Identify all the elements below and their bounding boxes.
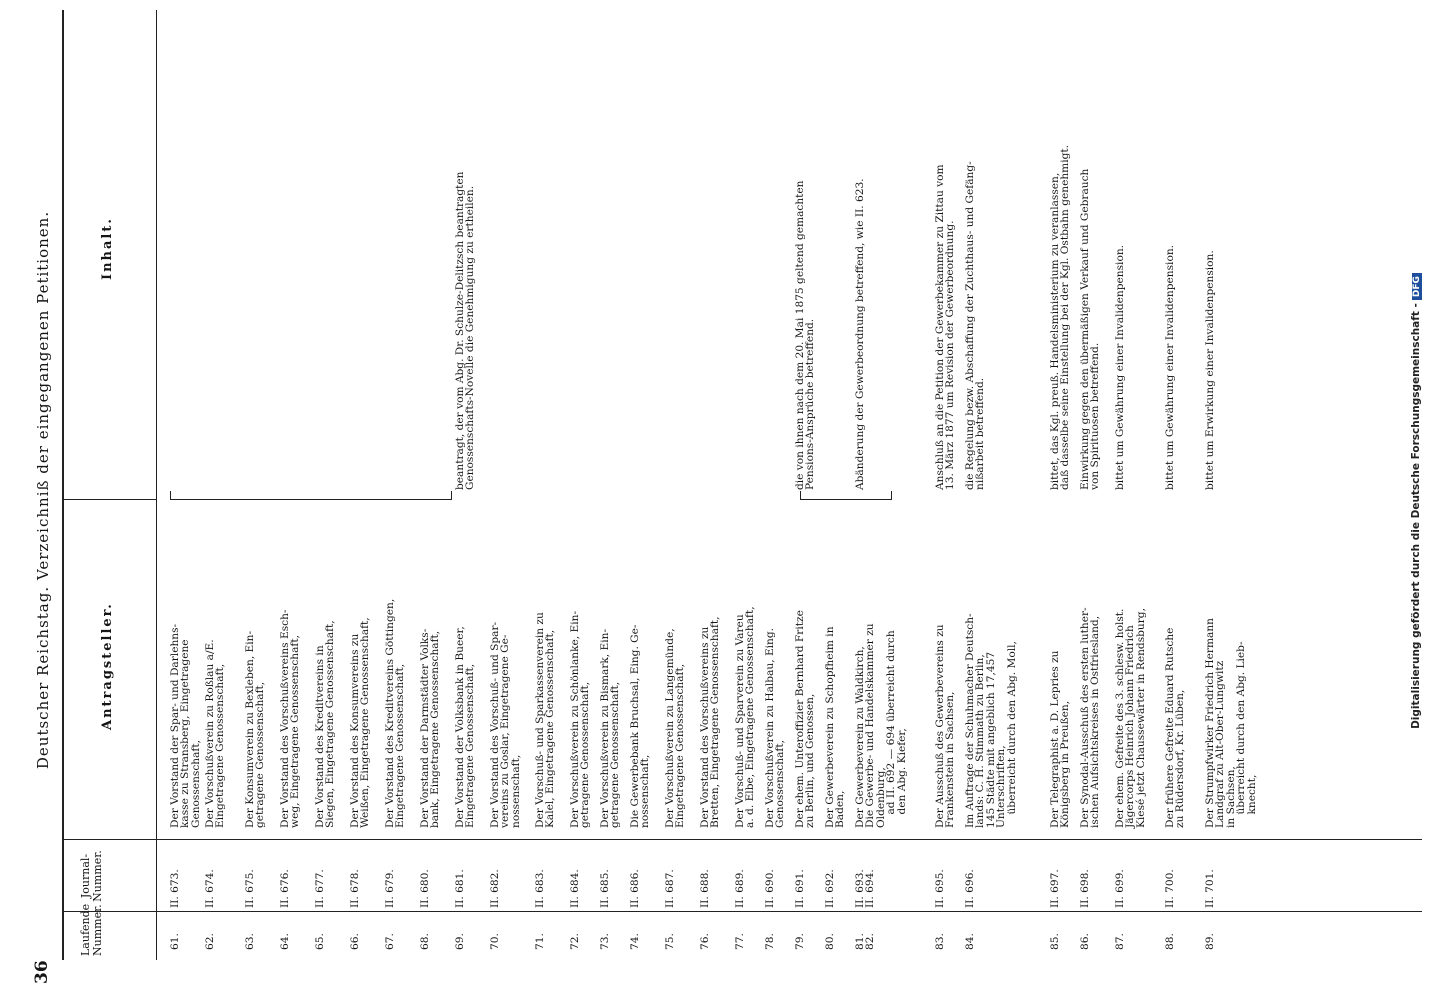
laufende-nummer: 66. — [349, 933, 361, 950]
laufende-nummer: 74. — [629, 933, 641, 950]
laufende-nummer: 72. — [569, 933, 581, 950]
laufende-nummer: 89. — [1204, 933, 1216, 950]
journal-nummer: II. 695. — [934, 869, 946, 908]
antragsteller-text: Der Vorstand der Volksbank in Bueer, Eingetragene Genossenschaft, — [454, 626, 477, 828]
antragsteller-text: Der Vorschußverein zu Langemünde, Eingetragene Genossenschaft, — [664, 628, 687, 828]
header-inhalt: Inhalt. — [100, 217, 115, 280]
antragsteller-text: Der Vorschußverein zu Bismark, Ein- getragene Genossenschaft, — [599, 628, 622, 828]
header-laufende-nummer: Laufende Nummer. — [79, 903, 104, 956]
page-number: 36 — [32, 960, 52, 984]
laufende-nummer: 83. — [934, 933, 946, 950]
antragsteller-text: Der Synodal-Ausschuß des ersten luther- ischen Aufsichtskreises in Ostfriesland, — [1079, 607, 1102, 828]
antragsteller-text: Die Gewerbebank Bruchsal, Eing. Ge- nossenschaft, — [629, 624, 652, 828]
antragsteller-text: Der ehem. Gefreite des 3. schlesw. holst. Jägercorps Heinrich Johann Friedrich Kiesé jetzt Chaussewärter in Rendsburg, — [1114, 608, 1147, 828]
antragsteller-text: Der Vorschuß- und Sparverein zu Vareu a. d. Elbe, Eingetragene Genossenschaft, — [734, 606, 757, 828]
antragsteller-text: Der Vorstand des Kreditvereins in Siegen, Eingetragene Genossenschaft, — [314, 620, 337, 828]
header-journal-nummer: Journal- Nummer. — [79, 850, 104, 902]
dfg-logo: DFG — [1412, 273, 1422, 300]
journal-nummer: II. 697. — [1049, 869, 1061, 908]
laufende-nummer: 77. — [734, 933, 746, 950]
group-brace — [170, 491, 452, 500]
laufende-nummer: 79. — [794, 933, 806, 950]
laufende-nummer: 68. — [419, 933, 431, 950]
laufende-nummer: 81. 82. — [854, 933, 877, 950]
antragsteller-text: Der Ausschuß des Gewerbevereins zu Frankenstein in Sachsen, — [934, 624, 957, 828]
antragsteller-text: Der Gewerbeverein zu Schopfheim in Baden, — [824, 626, 847, 828]
laufende-nummer: 69. — [454, 933, 466, 950]
column-divider-2 — [62, 839, 1422, 840]
digitization-note — [1410, 16, 1422, 986]
antragsteller-text: Der Telegraphist a. D. Lepries zu Königsberg in Preußen, — [1049, 650, 1072, 828]
laufende-nummer: 85. — [1049, 933, 1061, 950]
inhalt-text: bittet um Gewährung einer Invalidenpension. — [1164, 244, 1176, 490]
laufende-nummer: 80. — [824, 933, 836, 950]
journal-nummer: II. 682. — [489, 869, 501, 908]
laufende-nummer: 76. — [699, 933, 711, 950]
antragsteller-text: Der Vorschußverein zu Roßlau a/E. Eingetragene Genossenschaft, — [204, 639, 227, 828]
column-divider-1 — [62, 911, 1422, 912]
journal-nummer: II. 674. — [204, 869, 216, 908]
antragsteller-text: Der Vorschußverein zu Schönlanke, Ein- getragene Genossenschaft, — [569, 610, 592, 828]
laufende-nummer: 78. — [764, 933, 776, 950]
top-rule — [62, 10, 64, 960]
antragsteller-text: Der Vorschuß- und Sparkassenverein zu Kalel, Eingetragene Genossenschaft, — [534, 612, 557, 828]
inhalt-text: die Regelung bezw. Abschaffung der Zuchthaus- und Gefäng- nißarbeit betreffend. — [964, 161, 987, 490]
laufende-nummer: 65. — [314, 933, 326, 950]
inhalt-text: Anschluß an die Petition der Gewerbekammer zu Zittau vom 13. März 1877 um Revision der Gewerbeordnung. — [934, 164, 957, 490]
laufende-nummer: 75. — [664, 933, 676, 950]
inhalt-text: die von ihnen nach dem 20. Mai 1875 geltend gemachten Pensions-Ansprüche betreffend. — [794, 180, 817, 490]
laufende-nummer: 67. — [384, 933, 396, 950]
journal-nummer: II. 677. — [314, 869, 326, 908]
antragsteller-text: Der Vorstand des Vorschußvereins Esch- weg, Eingetragene Genossenschaft, — [279, 609, 302, 828]
journal-nummer: II. 687. — [664, 869, 676, 908]
antragsteller-text: Der ehem. Unteroffizier Bernhard Fritze zu Berlin, und Genossen, — [794, 610, 817, 828]
laufende-nummer: 71. — [534, 933, 546, 950]
inhalt-text: bittet um Erwirkung einer Invalidenpension. — [1204, 250, 1216, 490]
journal-nummer: II. 692. — [824, 869, 836, 908]
antragsteller-text: Der Strumpfwirker Friedrich Hermann Landgraf zu Alt-Ober-Lungwitz in Sachsen, überreicht durch den Abg. Lieb- knecht, — [1204, 618, 1258, 828]
antragsteller-text: Der Gewerbeverein zu Waldkirch, Die Gewerbe- und Handelskammer zu Oldenburg, ad II. 692 — 694 überreicht durch den Abg. Kiefer, — [854, 623, 908, 828]
laufende-nummer: 64. — [279, 933, 291, 950]
antragsteller-text: Der Vorstand des Kreditvereins Göttingen, Eingetragene Genossenschaft, — [384, 598, 407, 828]
laufende-nummer: 62. — [204, 933, 216, 950]
laufende-nummer: 61. — [169, 933, 181, 950]
journal-nummer: II. 676. — [279, 869, 291, 908]
antragsteller-text: Der frühere Gefreite Eduard Rutsche zu Rüdersdorf, Kr. Lüben, — [1164, 627, 1187, 828]
page-title: Deutscher Reichstag. Verzeichniß der eingegangenen Petitionen. — [34, 210, 52, 770]
inhalt-text: bittet, das Kgl. preuß. Handelsministerium zu veranlassen, daß dasselbe seine Einstellung bei der Kgl. Ostbahn genehmigt. — [1049, 144, 1072, 490]
journal-nummer: II. 679. — [384, 869, 396, 908]
laufende-nummer: 84. — [964, 933, 976, 950]
journal-nummer: II. 698. — [1079, 869, 1091, 908]
journal-nummer: II. 693. II. 694. — [854, 869, 877, 908]
header-antragsteller: Antragsteller. — [100, 602, 115, 730]
inhalt-text: Abänderung der Gewerbeordnung betreffend, wie II. 623. — [854, 178, 866, 490]
laufende-nummer: 88. — [1164, 933, 1176, 950]
antragsteller-text: Der Vorstand der Darmstädter Volks- bank, Eingetragene Genossenschaft, — [419, 628, 442, 828]
antragsteller-text: Der Vorstand des Vorschuß- und Spar- vereins zu Goslar, Eingetragene Ge- nossenschaft, — [489, 621, 522, 828]
journal-nummer: II. 700. — [1164, 869, 1176, 908]
inhalt-text: beantragt, der vom Abg. Dr. Schulze-Delitzsch beantragten Genossenschafts-Novelle die Genehmigung zu ertheilen. — [454, 171, 477, 490]
digitization-text: Digitalisierung gefördert durch die Deutsche Forschungsgemeinschaft - — [1410, 303, 1422, 729]
group-brace — [800, 491, 892, 500]
antragsteller-text: Der Vorstand der Spar- und Darlehns- kasse zu Stransberg, Eingetragene Genossenschaft, — [169, 623, 202, 828]
journal-nummer: II. 691. — [794, 869, 806, 908]
journal-nummer: II. 690. — [764, 869, 776, 908]
journal-nummer: II. 696. — [964, 869, 976, 908]
journal-nummer: II. 701. — [1204, 869, 1216, 908]
inhalt-text: Einwirkung gegen den übermäßigen Verkauf und Gebrauch von Spirituosen betreffend. — [1079, 168, 1102, 490]
laufende-nummer: 73. — [599, 933, 611, 950]
journal-nummer: II. 681. — [454, 869, 466, 908]
journal-nummer: II. 684. — [569, 869, 581, 908]
header-rule — [156, 10, 157, 960]
journal-nummer: II. 689. — [734, 869, 746, 908]
journal-nummer: II. 675. — [244, 869, 256, 908]
inhalt-text: bittet um Gewährung einer Invalidenpension. — [1114, 244, 1126, 490]
journal-nummer: II. 685. — [599, 869, 611, 908]
antragsteller-text: Der Konsumverein zu Bexleben, Ein- getragene Genossenschaft, — [244, 630, 267, 828]
antragsteller-text: Der Vorschußverein zu Halbau, Eing. Genossenschaft, — [764, 627, 787, 828]
laufende-nummer: 86. — [1079, 933, 1091, 950]
journal-nummer: II. 683. — [534, 869, 546, 908]
laufende-nummer: 63. — [244, 933, 256, 950]
journal-nummer: II. 673. — [169, 869, 181, 908]
laufende-nummer: 70. — [489, 933, 501, 950]
antragsteller-text: Der Vorstand des Konsumvereins zu Weißen, Eingetragene Genossenschaft, — [349, 617, 372, 828]
laufende-nummer: 87. — [1114, 933, 1126, 950]
journal-nummer: II. 688. — [699, 869, 711, 908]
antragsteller-text: Im Auftrage der Schuhmacher Deutsch- lands: C. H. Stimmath zu Berlin, 145 Städte mit angeblich 17,457 Unterschriften, überreicht durch den Abg. Moll, — [964, 613, 1018, 828]
column-divider-3 — [62, 499, 156, 500]
journal-nummer: II. 686. — [629, 869, 641, 908]
journal-nummer: II. 680. — [419, 869, 431, 908]
antragsteller-text: Der Vorstand des Vorschußvereins zu Bretten, Eingetragene Genossenschaft, — [699, 616, 722, 828]
journal-nummer: II. 699. — [1114, 869, 1126, 908]
journal-nummer: II. 678. — [349, 869, 361, 908]
